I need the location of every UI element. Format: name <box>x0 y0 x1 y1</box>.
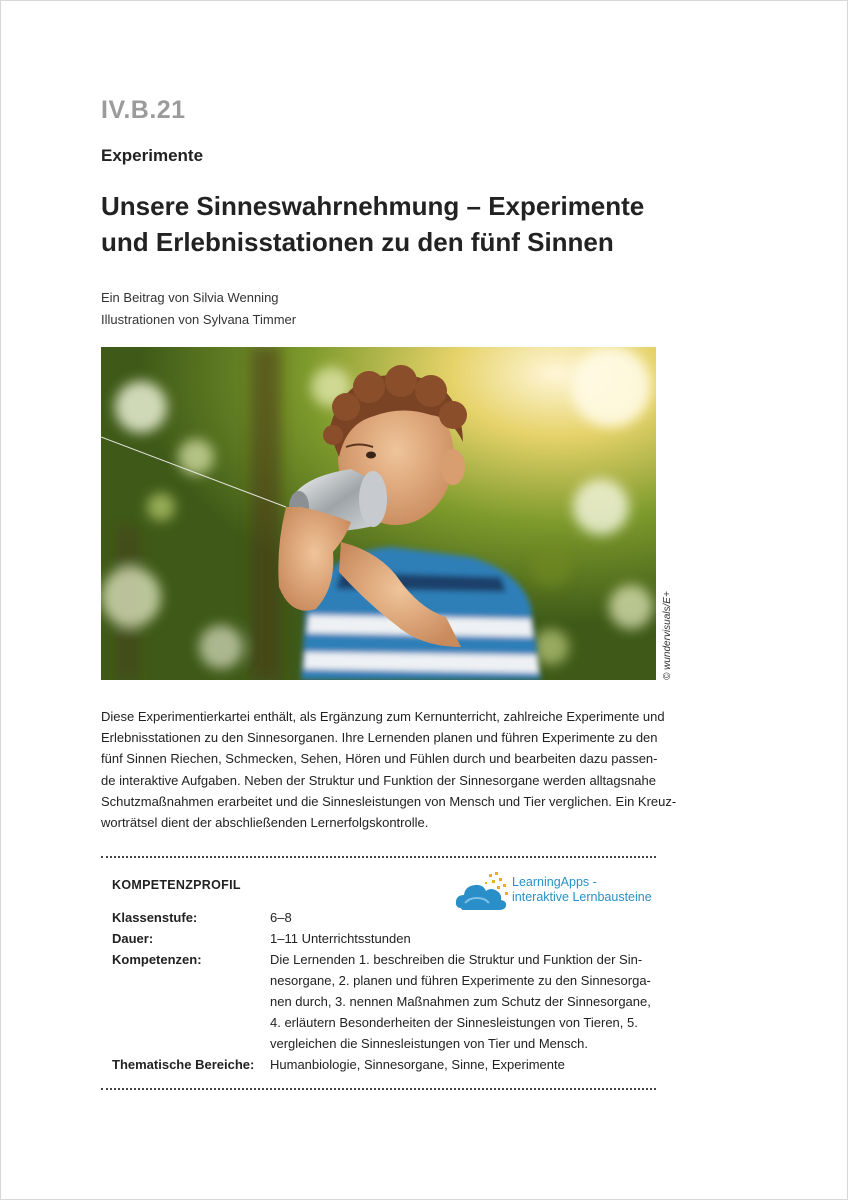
kompetenzen-line: nesorgane, 2. planen und führen Experimente zu den Sinnesorga- <box>270 973 651 988</box>
klassenstufe-value: 6–8 <box>270 910 292 925</box>
page-title <box>101 188 701 260</box>
document-code: IV.B.21 <box>101 96 186 124</box>
learningapps-text <box>512 875 652 905</box>
kompetenzen-label: Kompetenzen: <box>112 952 202 967</box>
bereiche-value: Humanbiologie, Sinnesorgane, Sinne, Experimente <box>270 1057 565 1072</box>
illustrator-line: Illustrationen von Sylvana Timmer <box>101 312 297 327</box>
author-line: Ein Beitrag von Silvia Wenning <box>101 290 279 305</box>
description-line: Diese Experimentierkartei enthält, als Ergänzung zum Kernunterricht, zahlreiche Experimente und <box>101 709 665 724</box>
description-line: Schutzmaßnahmen erarbeitet und die Sinnesleistungen von Mensch und Tier verglichen. Ein Kreuz- <box>101 793 677 809</box>
photo-copyright: © wundervisuals/E+ <box>662 591 673 680</box>
title-line-2: und Erlebnisstationen zu den fünf Sinnen <box>101 227 614 257</box>
category-label: Experimente <box>101 146 204 165</box>
kompetenzprofil-heading: KOMPETENZPROFIL <box>112 878 241 892</box>
description-line: Erlebnisstationen zu den Sinnesorganen. Ihre Lernenden planen und führen Experimente zu den <box>101 730 658 746</box>
credits <box>101 287 296 331</box>
logo-line-2: interaktive Lernbausteine <box>512 890 652 904</box>
dauer-value: 1–11 Unterrichtsstunden <box>270 931 411 946</box>
boy-with-tin-can-phone-illustration <box>101 347 656 680</box>
kompetenzen-line: 4. erläutern Besonderheiten der Sinnesleistungen von Tieren, 5. <box>270 1015 638 1030</box>
dauer-label: Dauer: <box>112 931 154 946</box>
kompetenzen-line: Die Lernenden 1. beschreiben die Struktur und Funktion der Sin- <box>270 952 643 967</box>
title-line-1: Unsere Sinneswahrnehmung – Experimente <box>101 191 645 221</box>
kompetenzen-value <box>270 949 651 1054</box>
bottom-divider <box>101 1088 656 1090</box>
cover-photo <box>101 347 656 680</box>
bereiche-label: Thematische Bereiche: <box>112 1057 255 1072</box>
description-paragraph <box>101 706 677 833</box>
description-line: fünf Sinnen Riechen, Schmecken, Sehen, Hören und Fühlen durch und bearbeiten dazu passen- <box>101 751 658 767</box>
kompetenzen-line: nen durch, 3. nennen Maßnahmen zum Schutz der Sinnesorgane, <box>270 994 651 1009</box>
top-divider <box>101 856 656 858</box>
klassenstufe-label: Klassenstufe: <box>112 910 198 925</box>
kompetenzen-line: vergleichen die Sinnesleistungen von Tier und Mensch. <box>270 1036 588 1051</box>
description-line: worträtsel dient der abschließenden Lernerfolgskontrolle. <box>101 815 429 831</box>
logo-line-1: LearningApps - <box>512 875 597 889</box>
description-line: de interaktive Aufgaben. Neben der Struktur und Funktion der Sinnesorgane werden alltagsnahe <box>101 772 656 788</box>
